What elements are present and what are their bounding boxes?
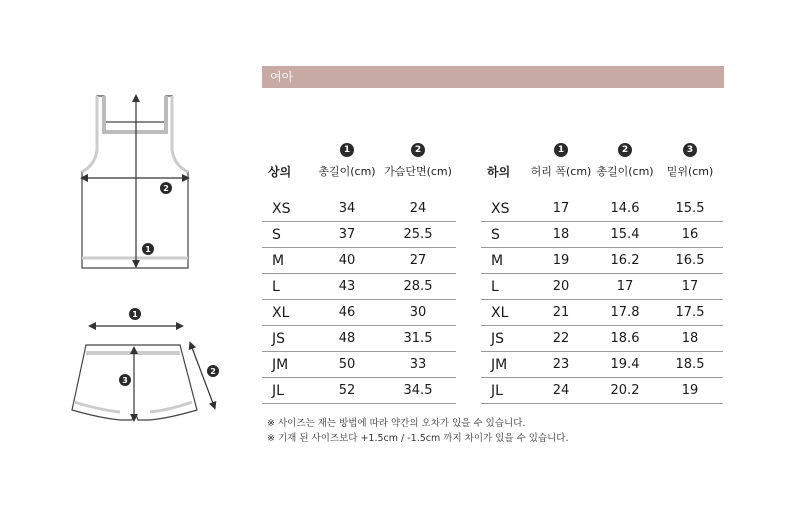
note-line: ※ 사이즈는 재는 방법에 따라 약간의 오차가 있을 수 있습니다.: [267, 418, 526, 429]
column-header: 총길이(cm): [318, 165, 376, 178]
table-row: L 43 28.5: [262, 274, 456, 300]
table-row: S 37 25.5: [262, 222, 456, 248]
svg-text:2: 2: [210, 367, 216, 376]
section-banner: [262, 66, 724, 88]
table-row: L 20 17 17: [481, 274, 723, 300]
tops-size-table: [262, 138, 456, 404]
bottom-marker-2: [207, 365, 219, 377]
top-marker-2: [160, 182, 172, 194]
table-row: XL 46 30: [262, 300, 456, 326]
bottoms-size-table: [481, 138, 723, 404]
svg-text:3: 3: [122, 376, 128, 385]
column-marker: 2: [618, 143, 632, 157]
banner-title: 여아: [270, 70, 294, 84]
bottom-marker-3: [119, 374, 131, 386]
table-row: M 19 16.2 16.5: [481, 248, 723, 274]
table-row: S 18 15.4 16: [481, 222, 723, 248]
table-row: XL 21 17.8 17.5: [481, 300, 723, 326]
table-row: JS 48 31.5: [262, 326, 456, 352]
top-marker-1: [142, 243, 154, 255]
column-header: 밑위(cm): [666, 165, 714, 178]
bottom-marker-1: [129, 308, 141, 320]
table-row: JM 23 19.4 18.5: [481, 352, 723, 378]
table-row: XS 17 14.6 15.5: [481, 196, 723, 222]
column-marker: 3: [683, 143, 697, 157]
column-marker: 1: [340, 143, 354, 157]
column-marker: 2: [411, 143, 425, 157]
svg-text:2: 2: [163, 184, 169, 193]
bottoms-label: 하의: [487, 164, 511, 179]
tops-label: 상의: [268, 164, 292, 179]
column-header: 가슴단면(cm): [384, 165, 452, 178]
table-row: JL 24 20.2 19: [481, 378, 723, 404]
svg-text:1: 1: [132, 310, 138, 319]
size-notes: [267, 416, 569, 446]
table-row: JS 22 18.6 18: [481, 326, 723, 352]
column-header: 총길이(cm): [596, 165, 654, 178]
table-row: JM 50 33: [262, 352, 456, 378]
table-row: JL 52 34.5: [262, 378, 456, 404]
table-row: XS 34 24: [262, 196, 456, 222]
column-header: 허리 폭(cm): [530, 165, 592, 178]
table-row: M 40 27: [262, 248, 456, 274]
note-line: ※ 기재 된 사이즈보다 +1.5cm / -1.5cm 까지 차이가 있을 수 있습니다.: [267, 433, 569, 444]
svg-text:1: 1: [145, 245, 151, 254]
column-marker: 1: [554, 143, 568, 157]
tank-top-outline: [82, 96, 188, 268]
